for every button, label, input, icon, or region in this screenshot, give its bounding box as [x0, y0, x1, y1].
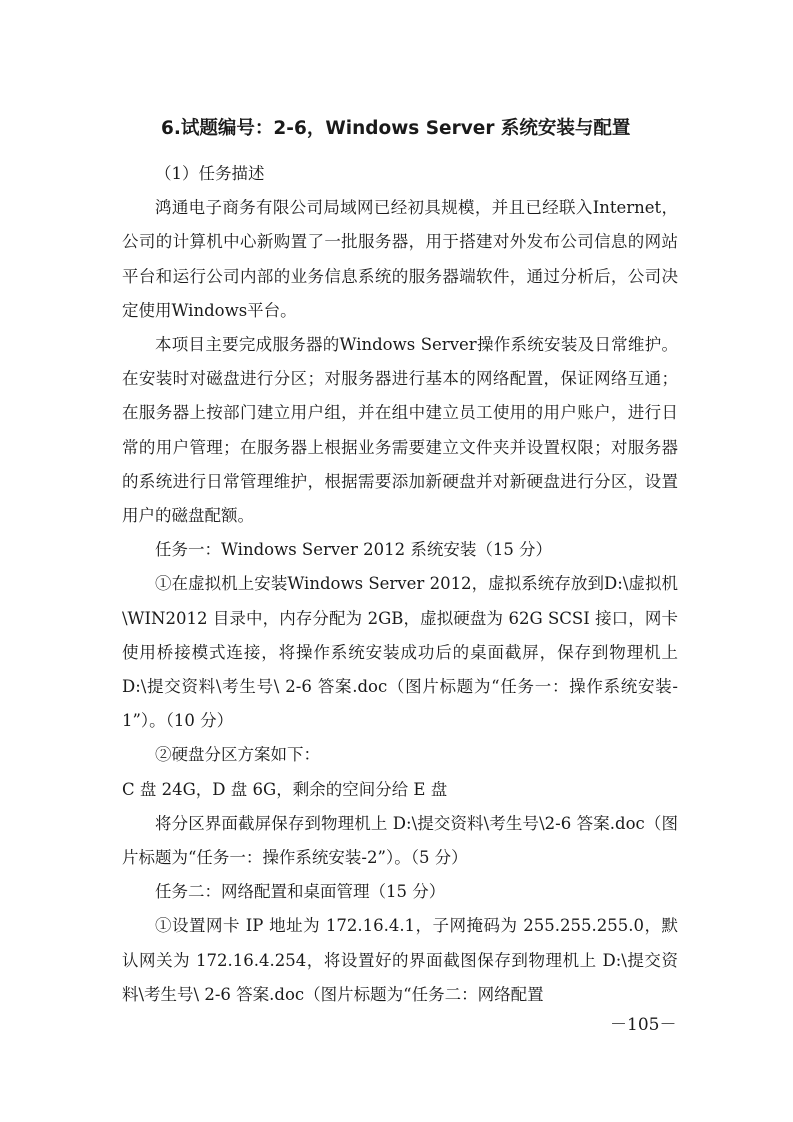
paragraph-project-overview: 本项目主要完成服务器的Windows Server操作系统安装及日常维护。在安装时对磁盘进行分区；对服务器进行基本的网络配置，保证网络互通；在服务器上按部门建立用户组，并在组中建立员工使用的用户账户，进行日常的用户管理；在服务器上根据业务需要建立文件夹并设置权限；对服务器的系统进行日常管理维护，根据需要添加新硬盘并对新硬盘进行分区，设置用户的磁盘配额。	[122, 335, 678, 526]
partition-screenshot-instruction: 将分区界面截屏保存到物理机上 D:\提交资料\考生号\2-6 答案.doc（图片标题为“任务一：操作系统安装-2”）。（5 分）	[122, 813, 678, 868]
task-one-heading: 任务一：Windows Server 2012 系统安装（15 分）	[155, 540, 553, 560]
page-number: －105－	[610, 1015, 677, 1035]
question-title: 6.试题编号：2-6，Windows Server 系统安装与配置	[161, 118, 631, 139]
partition-scheme: C 盘 24G，D 盘 6G，剩余的空间分给 E 盘	[122, 779, 448, 799]
task-two-heading: 任务二：网络配置和桌面管理（15 分）	[155, 882, 446, 902]
task-two-step-1: ①设置网卡 IP 地址为 172.16.4.1，子网掩码为 255.255.255.0，默认网关为 172.16.4.254，将设置好的界面截图保存到物理机上 D:\提交资料\考生号\ 2-6 答案.doc（图片标题为“任务二：网络配置	[122, 916, 678, 1004]
task-one-step-1: ①在虚拟机上安装Windows Server 2012，虚拟系统存放到D:\虚拟机\WIN2012 目录中，内存分配为 2GB，虚拟硬盘为 62G SCSI 接口，网卡使用桥接模式连接，将操作系统安装成功后的桌面截屏，保存到物理机上 D:\提交资料\考生号\ 2-6 答案.doc（图片标题为“任务一：操作系统安装-1”）。（10 分）	[122, 574, 678, 731]
paragraph-company-background: 鸿通电子商务有限公司局域网已经初具规模，并且已经联入Internet，公司的计算机中心新购置了一批服务器，用于搭建对外发布公司信息的网站平台和运行公司内部的业务信息系统的服务器端软件，通过分析后，公司决定使用Windows平台。	[122, 198, 678, 320]
task-one-step-2: ②硬盘分区方案如下：	[155, 745, 320, 765]
section-heading-task-description: （1）任务描述	[155, 164, 265, 183]
document-body	[122, 157, 678, 1012]
